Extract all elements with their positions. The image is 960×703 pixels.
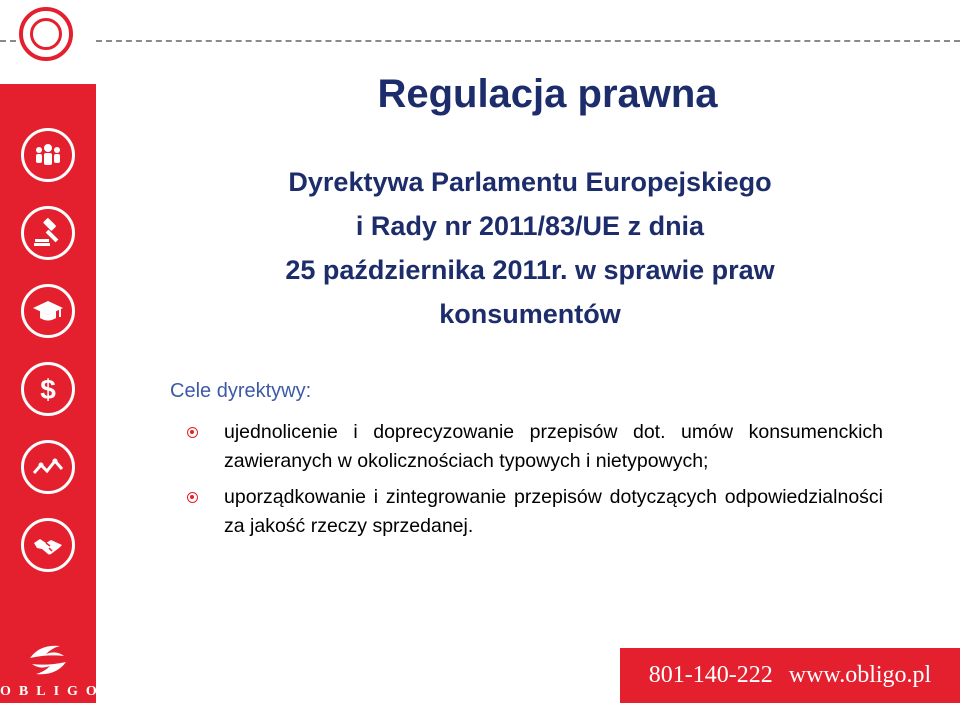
- obligo-logo-icon: [20, 640, 76, 680]
- svg-text:$: $: [40, 374, 56, 405]
- contact-footer: [620, 648, 960, 703]
- brand-name: OBLIGO: [0, 684, 105, 699]
- subtitle-line: Dyrektywa Parlamentu Europejskiego: [288, 167, 772, 197]
- goals-list: [187, 418, 883, 548]
- list-item: [187, 418, 883, 476]
- subtitle-line: konsumentów: [439, 299, 621, 329]
- bullet-icon: [187, 492, 198, 503]
- website-link[interactable]: www.obligo.pl: [788, 662, 932, 688]
- list-item: [187, 483, 883, 541]
- bullet-icon: [187, 427, 198, 438]
- chart-line-icon: [21, 440, 75, 494]
- list-item-text: uporządkowanie i zintegrowanie przepisów dotyczących odpowiedzialności za jakość rzeczy sprzedanej.: [224, 486, 883, 537]
- phone-number: 801-140-222: [648, 662, 773, 688]
- subtitle-line: 25 października 2011r. w sprawie praw: [285, 255, 775, 285]
- page-title: Regulacja prawna: [377, 72, 718, 116]
- handshake-icon: [21, 518, 75, 572]
- graduation-cap-icon: [21, 284, 75, 338]
- directive-subtitle: [200, 160, 860, 336]
- dollar-icon: [21, 362, 75, 416]
- divider-line-left: [0, 40, 16, 42]
- divider-line: [96, 40, 960, 42]
- gavel-icon: [21, 206, 75, 260]
- list-item-text: ujednolicenie i doprecyzowanie przepisów dot. umów konsumenckich zawieranych w okolicznościach typowych i nietypowych;: [224, 421, 883, 472]
- people-icon: [21, 128, 75, 182]
- goals-label: Cele dyrektywy:: [170, 380, 312, 402]
- subtitle-line: i Rady nr 2011/83/UE z dnia: [355, 211, 705, 241]
- circle-logo-icon: [19, 7, 73, 61]
